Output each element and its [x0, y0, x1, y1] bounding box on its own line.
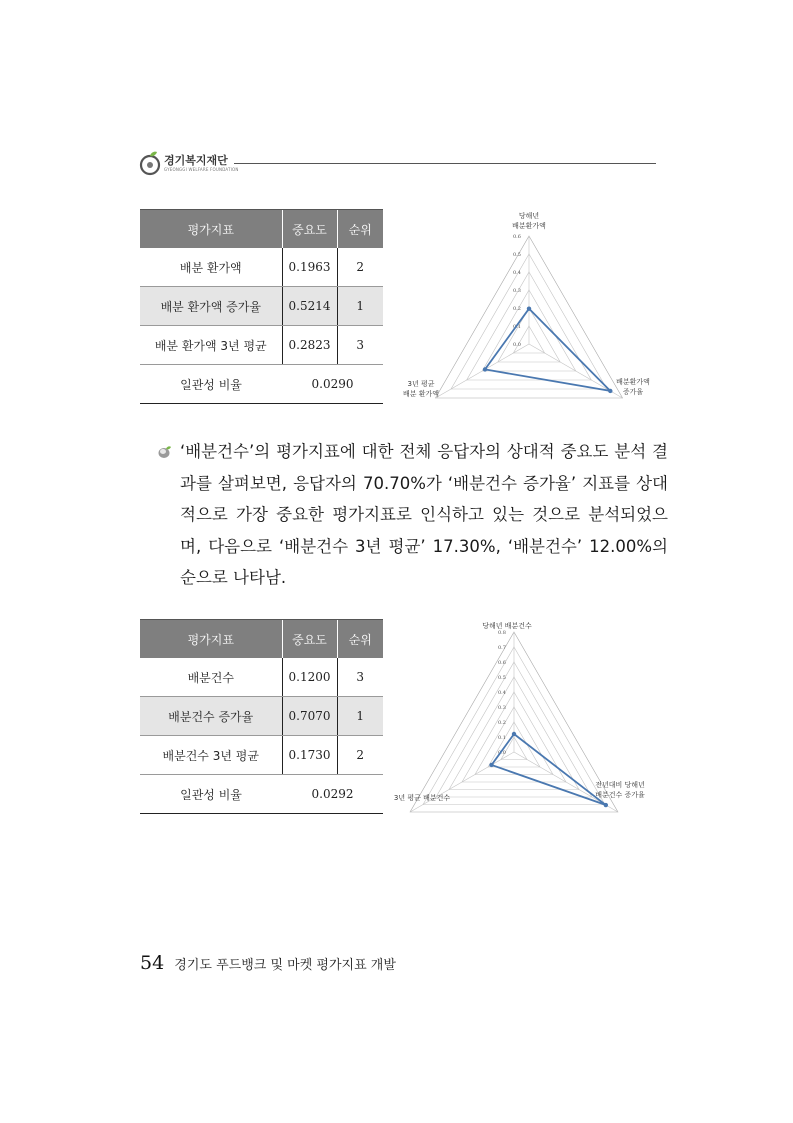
- header-rule: [234, 163, 656, 164]
- weight-cell: 0.1963: [282, 248, 337, 287]
- footer-title: 경기도 푸드뱅크 및 마켓 평가지표 개발: [174, 958, 396, 973]
- tick-label: 0.3: [498, 705, 506, 711]
- table-row: [140, 736, 383, 775]
- indicator-cell: 배분건수: [140, 658, 282, 697]
- column-header: 평가지표: [140, 620, 282, 659]
- axis-label: 배분환가액 증가율: [616, 378, 650, 396]
- rank-cell: 1: [337, 287, 383, 326]
- axis-label: 전년대비 당해년 배분건수 증가율: [595, 781, 645, 799]
- consistency-value: 0.0290: [282, 365, 383, 404]
- weight-cell: 0.5214: [282, 287, 337, 326]
- tick-label: 0.1: [498, 735, 506, 741]
- tick-label: 0.4: [513, 270, 521, 276]
- table-1: [140, 209, 383, 404]
- tick-label: 0.6: [498, 660, 506, 666]
- table-row: [140, 697, 383, 736]
- table-row: [140, 287, 383, 326]
- tick-label: 0.0: [513, 342, 521, 348]
- tick-label: 0.5: [513, 252, 521, 258]
- column-header: 중요도: [282, 620, 337, 659]
- data-series-line: [492, 734, 606, 805]
- indicator-cell: 배분건수 증가율: [140, 697, 282, 736]
- tick-label: 0.1: [513, 324, 521, 330]
- rank-cell: 2: [337, 736, 383, 775]
- page-header: [138, 148, 656, 178]
- rank-cell: 3: [337, 658, 383, 697]
- org-name: 경기복지재단: [164, 154, 228, 167]
- tick-label: 0.8: [498, 630, 506, 636]
- indicator-cell: 배분 환가액 3년 평균: [140, 326, 282, 365]
- tick-label: 0.0: [498, 750, 506, 756]
- axis-label: 3년 평균 배분건수: [393, 794, 451, 802]
- rank-cell: 1: [337, 697, 383, 736]
- axis-label: 3년 평균 배분 환가액: [402, 380, 440, 398]
- data-point: [512, 732, 516, 736]
- consistency-value: 0.0292: [282, 775, 383, 814]
- weight-cell: 0.2823: [282, 326, 337, 365]
- table-header-row: [140, 210, 383, 249]
- consistency-label: 일관성 비율: [140, 775, 282, 814]
- data-point: [608, 389, 612, 393]
- table-row: [140, 326, 383, 365]
- tick-label: 0.4: [498, 690, 506, 696]
- data-point: [489, 763, 493, 767]
- page-footer: [140, 952, 396, 974]
- rank-cell: 2: [337, 248, 383, 287]
- table-row: [140, 658, 383, 697]
- tick-label: 0.2: [513, 306, 521, 312]
- radar-chart-1: [393, 212, 665, 408]
- weight-cell: 0.7070: [282, 697, 337, 736]
- org-sub: GYEONGGI WELFARE FOUNDATION: [164, 167, 239, 172]
- page-number: 54: [140, 952, 165, 974]
- column-header: 중요도: [282, 210, 337, 249]
- bullet-icon: [158, 445, 172, 459]
- data-series-line: [485, 309, 610, 391]
- weight-cell: 0.1200: [282, 658, 337, 697]
- axis-label: 당해년 배분환가액: [512, 212, 546, 230]
- data-point: [483, 367, 487, 371]
- tick-label: 0.3: [513, 288, 521, 294]
- tick-label: 0.2: [498, 720, 506, 726]
- tick-label: 0.5: [498, 675, 506, 681]
- paragraph-text: ‘배분건수’의 평가지표에 대한 전체 응답자의 상대적 중요도 분석 결과를 살펴보면, 응답자의 70.70%가 ‘배분건수 증가율’ 지표를 상대적으로 가장 중요한 평가지표로 인식하고 있는 것으로 분석되었으며, 다음으로 ‘배분건수 3년 평균’ 17.30%, ‘배분건수’ 12.00%의 순으로 나타남.: [180, 442, 674, 587]
- table-2: [140, 619, 383, 814]
- consistency-row: [140, 365, 383, 404]
- column-header: 순위: [337, 210, 383, 249]
- consistency-row: [140, 775, 383, 814]
- consistency-label: 일관성 비율: [140, 365, 282, 404]
- tick-label: 0.7: [498, 645, 506, 651]
- table-header-row: [140, 620, 383, 659]
- table-row: [140, 248, 383, 287]
- rank-cell: 3: [337, 326, 383, 365]
- indicator-cell: 배분건수 3년 평균: [140, 736, 282, 775]
- indicator-cell: 배분 환가액 증가율: [140, 287, 282, 326]
- indicator-cell: 배분 환가액: [140, 248, 282, 287]
- axis-label: 당해년 배분건수: [482, 622, 532, 630]
- column-header: 순위: [337, 620, 383, 659]
- radar-chart-2: [388, 618, 668, 816]
- column-header: 평가지표: [140, 210, 282, 249]
- foundation-logo-icon: [138, 150, 162, 176]
- tick-label: 0.6: [513, 234, 521, 240]
- weight-cell: 0.1730: [282, 736, 337, 775]
- data-point: [604, 803, 608, 807]
- data-point: [527, 306, 531, 310]
